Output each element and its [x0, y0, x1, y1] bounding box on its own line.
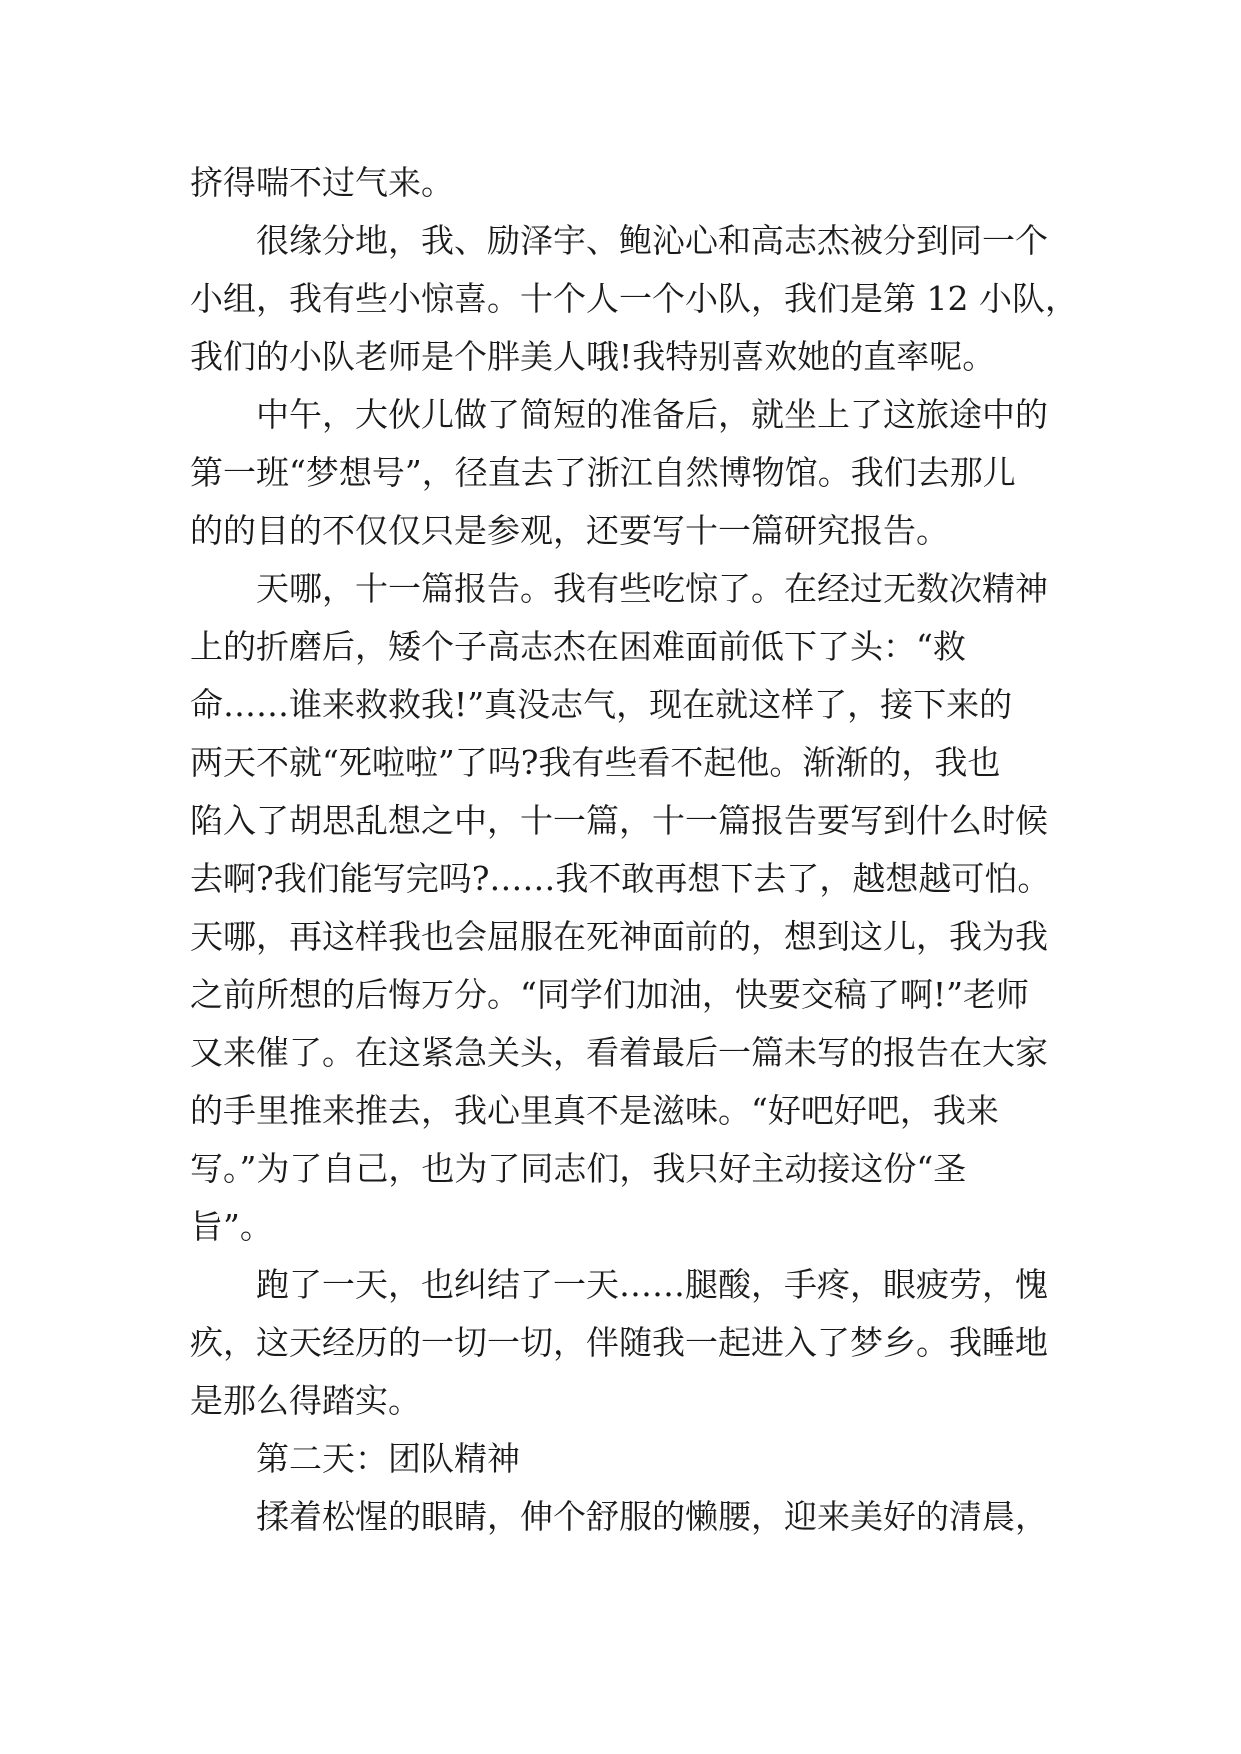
text-line: 写。”为了自己，也为了同志们，我只好主动接这份“圣 [190, 1149, 967, 1188]
text-line: 第二天：团队精神 [256, 1439, 520, 1478]
text-line: 两天不就“死啦啦”了吗?我有些看不起他。渐渐的，我也 [190, 743, 1001, 782]
paragraph [190, 560, 1050, 1256]
text-line: 揉着松惺的眼睛，伸个舒服的懒腰，迎来美好的清晨， [256, 1497, 1048, 1536]
text-line: 去啊?我们能写完吗?……我不敢再想下去了，越想越可怕。 [190, 859, 1051, 898]
text-line: 小组，我有些小惊喜。十个人一个小队，我们是第 12 小队， [190, 279, 1078, 318]
text-line: 挤得喘不过气来。 [190, 163, 454, 202]
text-line: 的手里推来推去，我心里真不是滋味。“好吧好吧，我来 [190, 1091, 999, 1130]
text-line: 我们的小队老师是个胖美人哦!我特别喜欢她的直率呢。 [190, 337, 996, 376]
text-line: 中午，大伙儿做了简短的准备后，就坐上了这旅途中的 [256, 395, 1048, 434]
paragraph [190, 1256, 1050, 1430]
text-line: 命……谁来救救我!”真没志气，现在就这样了，接下来的 [190, 685, 1013, 724]
text-line: 天哪，再这样我也会屈服在死神面前的，想到这儿，我为我 [190, 917, 1048, 956]
text-line: 天哪，十一篇报告。我有些吃惊了。在经过无数次精神 [256, 569, 1048, 608]
text-line: 的的目的不仅仅只是参观，还要写十一篇研究报告。 [190, 511, 949, 550]
paragraph [190, 212, 1078, 386]
text-line: 上的折磨后，矮个子高志杰在困难面前低下了头：“救 [190, 627, 966, 666]
paragraph [190, 386, 1050, 560]
text-line: 陷入了胡思乱想之中，十一篇，十一篇报告要写到什么时候 [190, 801, 1048, 840]
text-line: 疚，这天经历的一切一切，伴随我一起进入了梦乡。我睡地 [190, 1323, 1048, 1362]
text-line: 第一班“梦想号”，径直去了浙江自然博物馆。我们去那儿 [190, 453, 1016, 492]
text-line: 旨”。 [190, 1207, 273, 1246]
text-line: 很缘分地，我、励泽宇、鲍沁心和高志杰被分到同一个 [256, 221, 1048, 260]
text-line: 是那么得踏实。 [190, 1381, 421, 1420]
text-line: 跑了一天，也纠结了一天……腿酸，手疼，眼疲劳，愧 [256, 1265, 1048, 1304]
paragraph [190, 1488, 1050, 1546]
paragraph [190, 154, 1050, 212]
text-line: 之前所想的后悔万分。“同学们加油，快要交稿了啊!”老师 [190, 975, 1030, 1014]
body-text [190, 154, 1078, 1546]
text-line: 又来催了。在这紧急关头，看着最后一篇未写的报告在大家 [190, 1033, 1048, 1072]
section-heading [190, 1430, 1050, 1488]
